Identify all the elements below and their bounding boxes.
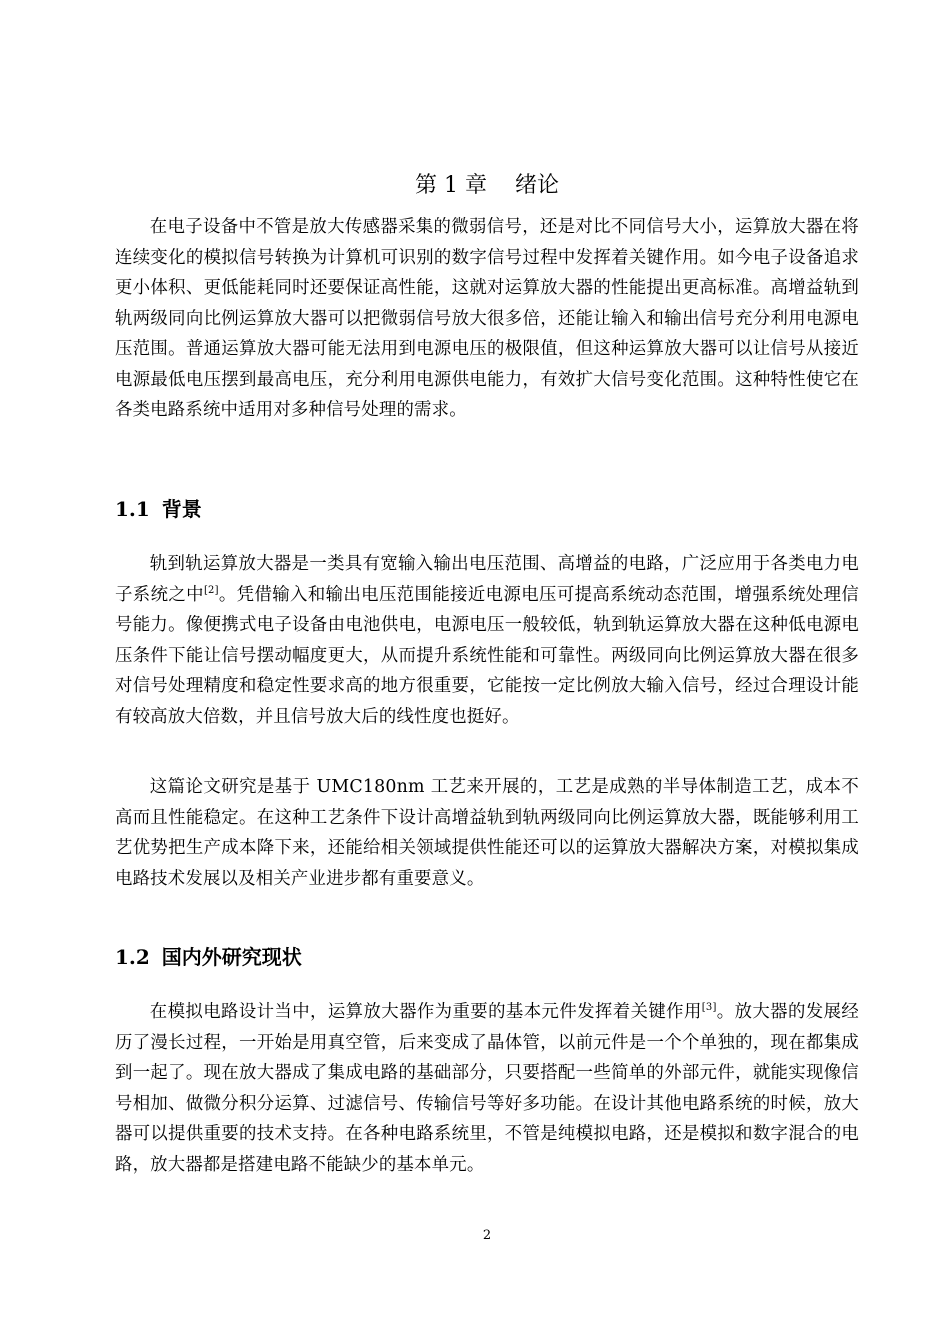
section-title-text: 国内外研究现状: [161, 945, 302, 969]
paragraph-text: 在模拟电路设计当中，运算放大器作为重要的基本元件发挥着关键作用: [149, 1002, 702, 1022]
intro-paragraph: 在电子设备中不管是放大传感器采集的微弱信号，还是对比不同信号大小，运算放大器在将连续变化的模拟信号转换为计算机可识别的数字信号过程中发挥着关键作用。如今电子设备追求更小体积、更低能耗同时还要保证高性能，这就对运算放大器的性能提出更高标准。高增益轨到轨两级同向比例运算放大器可以把微弱信号放大很多倍，还能让输入和输出信号充分利用电源电压范围。普通运算放大器可能无法用到电源电压的极限值，但这种运算放大器可以让信号从接近电源最低电压摆到最高电压，充分利用电源供电能力，有效扩大信号变化范围。这种特性使它在各类电路系统中适用对多种信号处理的需求。: [115, 217, 859, 420]
chapter-title: 第 1 章 绪论: [415, 173, 559, 198]
section-number: 1.2: [115, 945, 150, 969]
paragraph-text: 。凭借输入和输出电压范围能接近电源电压可提高系统动态范围，增强系统处理信号能力。像便携式电子设备由电池供电，电源电压一般较低，轨到轨运算放大器在这种低电源电压条件下能让信号摆动幅度更大，从而提升系统性能和可靠性。两级同向比例运算放大器在很多对信号处理精度和稳定性要求高的地方很重要，它能按一定比例放大输入信号，经过合理设计能有较高放大倍数，并且信号放大后的线性度也挺好。: [115, 584, 859, 727]
page-number: 2: [482, 1228, 492, 1243]
section-heading-research-status: [115, 942, 859, 972]
section-number: 1.1: [115, 497, 150, 521]
citation-reference: [3]: [701, 1002, 717, 1014]
background-paragraph-2: 这篇论文研究是基于 UMC180nm 工艺来开展的，工艺是成熟的半导体制造工艺，成本不高而且性能稳定。在这种工艺条件下设计高增益轨到轨两级同向比例运算放大器，既能够利用工艺优势把生产成本降下来，还能给相关领域提供性能还可以的运算放大器解决方案，对模拟集成电路技术发展以及相关产业进步都有重要意义。: [115, 777, 859, 889]
section-title-text: 背景: [161, 497, 202, 521]
paragraph-text: 。放大器的发展经历了漫长过程，一开始是用真空管，后来变成了晶体管，以前元件是一个个单独的，现在都集成到一起了。现在放大器成了集成电路的基础部分，只要搭配一些简单的外部元件，就能实现像信号相加、做微分积分运算、过滤信号、传输信号等好多功能。在设计其他电路系统的时候，放大器可以提供重要的技术支持。在各种电路系统里，不管是纯模拟电路，还是模拟和数字混合的电路，放大器都是搭建电路不能缺少的基本单元。: [115, 1002, 859, 1175]
research-status-paragraph-1: [115, 997, 859, 1180]
section-heading-background: [115, 494, 859, 524]
background-paragraph-1: [115, 549, 859, 732]
paragraph-text: 轨到轨运算放大器是一类具有宽输入输出电压范围、高增益的电路，广泛应用于各类电力电子系统之中: [115, 554, 859, 605]
paper-page: [115, 0, 859, 1344]
citation-reference: [2]: [203, 584, 219, 596]
